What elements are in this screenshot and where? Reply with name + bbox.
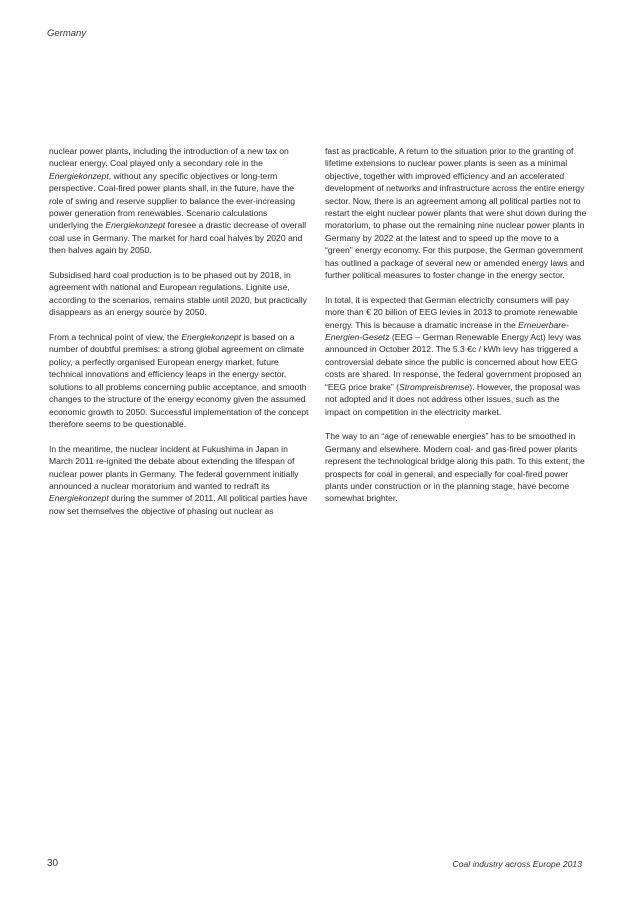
text-run: is based on a number of doubtful premises: a strong global agreement on climate policy, a perfectly organised European energy market, future technical innovations and efficiency leaps in the energy sector, solutions to all problems concerning public acceptance, and smooth changes to the structure of the energy economy given the assumed economic growth to 2050. Successful implementation of the concept therefore seems to be questionable. — [49, 332, 309, 429]
text-run: In total, it is expected that German electricity consumers will pay more than € 20 billion of EEG levies in 2013 to promote renewable energy. This is because a dramatic increase in the — [325, 294, 578, 330]
text-run: , without any specific objectives or long-term perspective. Coal-fired power plants shall, in the future, have the role of swing and reserve supplier to balance the ever-increasing power generation from renewables. Scenario calculations underlying the — [49, 170, 296, 231]
footer-publication-title: Coal industry across Europe 2013 — [452, 859, 582, 869]
text-run: ). However, the proposal was not adopted and it does not address other issues, such as the impact on competition in the electricity market. — [325, 381, 581, 417]
paragraph — [49, 331, 309, 430]
paragraph — [325, 294, 587, 418]
text-run: foresee a drastic decrease of overall coal use in Germany. The market for hard coal halves by 2020 and then halves again by 2050. — [49, 220, 307, 256]
italic-term: Energiekonzept — [181, 332, 242, 343]
right-column — [325, 145, 587, 517]
italic-term: Erneuerbare-Energien-Gesetz — [325, 319, 569, 343]
left-column — [49, 145, 309, 530]
text-run: nuclear power plants, including the introduction of a new tax on nuclear energy. Coal played only a secondary role in the — [49, 146, 289, 169]
italic-term: Energiekonzept — [105, 220, 166, 231]
paragraph — [49, 443, 309, 517]
text-run: fast as practicable. A return to the situation prior to the granting of lifetime extensions to nuclear power plants is seen as a minimal objective, together with improved efficiency and an accelerated development of networks and infrastructure across the entire energy sector. Now, there is an agreement among all political parties not to restart the eight nuclear power plants that were shut down during the moratorium, to phase out the remaining nine nuclear power plants in Germany by 2022 at the latest and to speed up the move to a “green” energy economy. For this purpose, the German government has outlined a package of several new or amended energy laws and further political measures to foster change in the energy sector. — [325, 146, 587, 281]
page-number: 30 — [47, 858, 59, 869]
running-head: Germany — [47, 28, 87, 39]
paragraph — [325, 430, 587, 504]
text-run: In the meantime, the nuclear incident at Fukushima in Japan in March 2011 re-ignited the debate about extending the lifespan of nuclear power plants in Germany. The federal government initially announced a nuclear moratorium and wanted to redraft its — [49, 443, 299, 491]
paragraph — [49, 269, 309, 319]
italic-term: Energiekonzept — [49, 170, 109, 181]
text-run: The way to an “age of renewable energies” has to be smoothed in Germany and elsewhere. Modern coal- and gas-fired power plants represent the technological bridge along this path. To this extent, the prospects for coal in general, and especially for coal-fired power plants under construction or in the planning stage, have become somewhat brighter. — [325, 431, 585, 504]
text-run: From a technical point of view, the — [49, 332, 182, 343]
paragraph — [325, 145, 587, 281]
text-run: Subsidised hard coal production is to be phased out by 2018, in agreement with national and European regulations. Lignite use, according to the scenarios, remains stable until 2020, but practically disappears as an energy source by 2050. — [49, 270, 307, 318]
paragraph — [49, 145, 309, 257]
italic-term: Strompreisbremse — [399, 381, 470, 392]
italic-term: Energiekonzept — [49, 493, 109, 504]
text-run: during the summer of 2011. All political parties have now set themselves the objective of phasing out nuclear as — [49, 493, 308, 516]
text-run: (EEG – German Renewable Energy Act) levy was announced in October 2012. The 5.3 €c / kWh levy has triggered a controversial debate since the public is concerned about how EEG costs are shared. In response, the federal government proposed an “EEG price brake” ( — [325, 332, 582, 392]
